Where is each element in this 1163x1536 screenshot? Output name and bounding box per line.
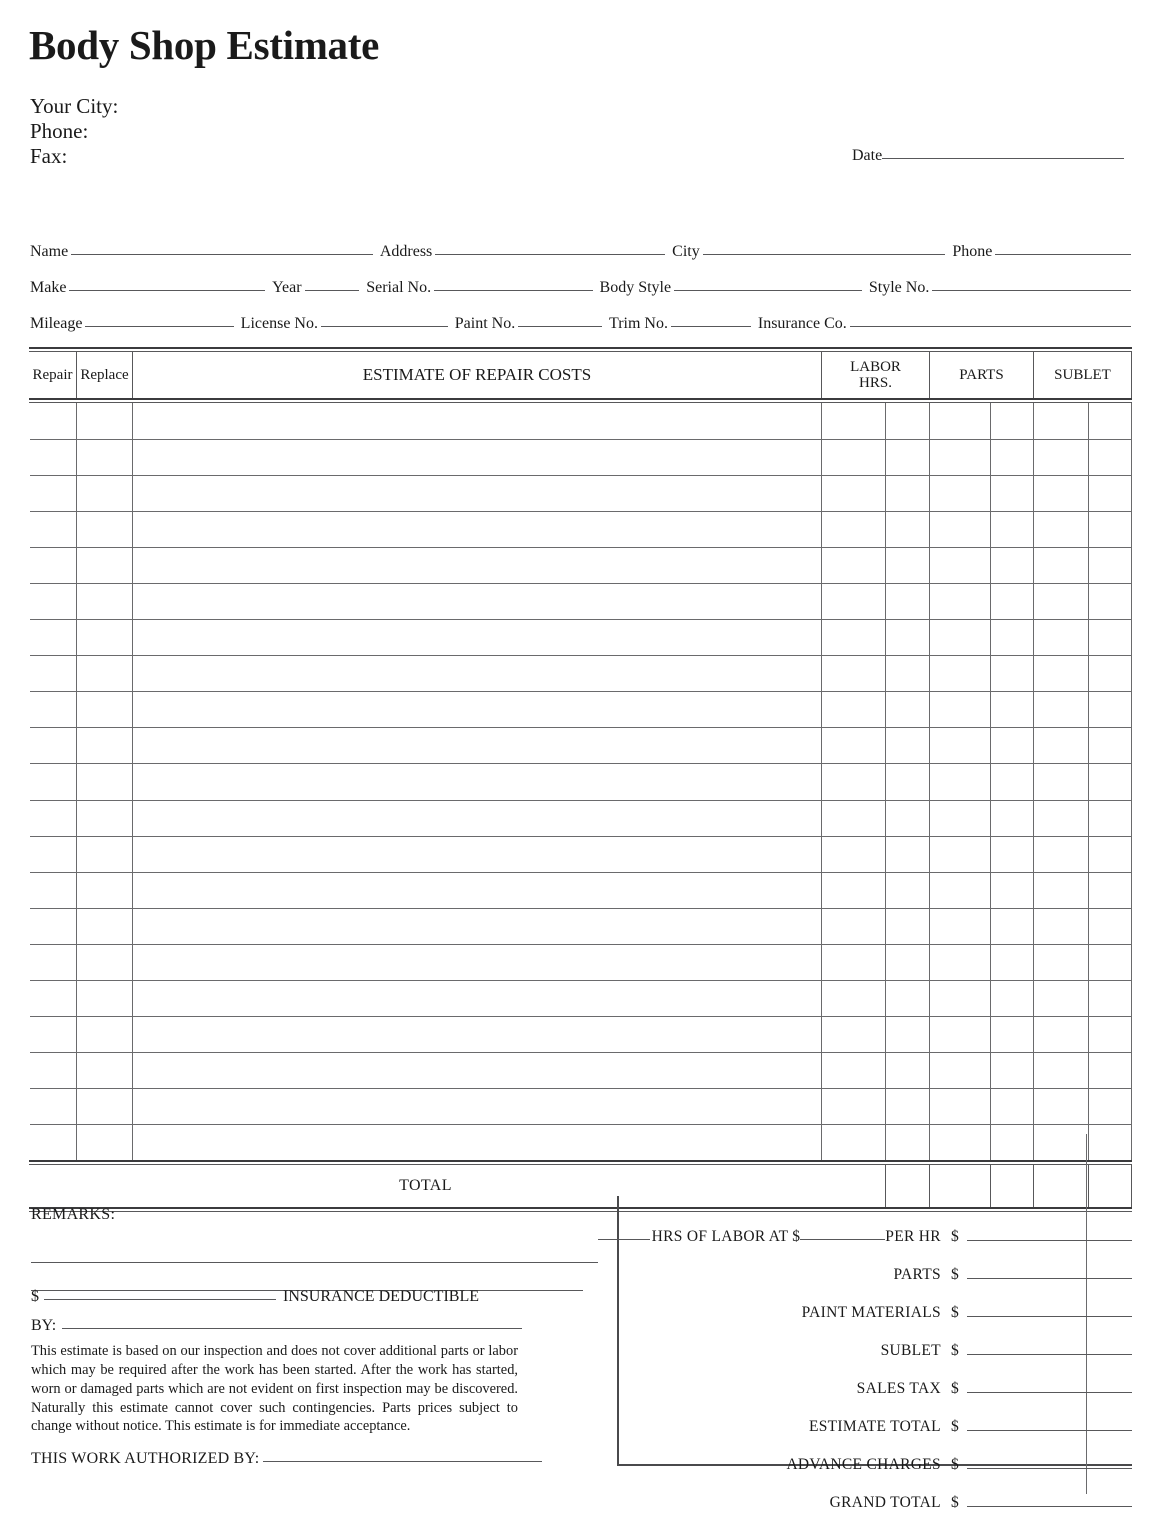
by-label: BY: — [31, 1317, 57, 1334]
paint-materials-amount-input-rule[interactable] — [967, 1316, 1132, 1317]
col-header-repair: Repair — [32, 366, 73, 383]
totals-panel — [617, 1196, 1132, 1511]
vehicle-row-2 — [30, 315, 1131, 333]
sublet-total-line[interactable] — [881, 1342, 1132, 1360]
city-input-rule[interactable] — [703, 254, 946, 255]
table-row-divider — [30, 1016, 1132, 1017]
grid-vline-labor-cents — [885, 403, 886, 1160]
advance-charges-label: ADVANCE CHARGES — [786, 1456, 941, 1473]
table-row-divider — [30, 836, 1132, 837]
name-input-rule[interactable] — [71, 254, 373, 255]
license-no-label: License No. — [240, 315, 318, 332]
city-label: City — [672, 243, 700, 260]
grid-vline-repair — [76, 403, 77, 1160]
sales-tax-amount-input-rule[interactable] — [967, 1392, 1132, 1393]
labor-per-hr-label: PER HR — [885, 1228, 941, 1245]
table-row-divider — [30, 691, 1132, 692]
grid-vline-sublet-cents — [1088, 403, 1089, 1160]
sublet-amount-input-rule[interactable] — [967, 1354, 1132, 1355]
paint-materials-dollar-sign: $ — [950, 1304, 959, 1321]
paint-no-input-rule[interactable] — [518, 326, 602, 327]
mileage-label: Mileage — [30, 315, 83, 332]
estimate-table — [29, 347, 1132, 1212]
table-row-divider — [30, 944, 1132, 945]
table-row-divider — [30, 980, 1132, 981]
grid-vline-parts-cents — [990, 403, 991, 1160]
table-row-divider — [30, 439, 1132, 440]
labor-hours-prefix-label: HRS OF LABOR AT $ — [651, 1228, 801, 1245]
trim-no-label: Trim No. — [609, 315, 668, 332]
insurance-deductible-field[interactable] — [31, 1288, 479, 1306]
grid-vline-sublet — [1131, 403, 1132, 1160]
grid-vline-description — [821, 403, 822, 1160]
paint-no-label: Paint No. — [454, 315, 516, 332]
remarks-label: REMARKS: — [31, 1206, 116, 1223]
grid-vline-replace — [132, 403, 133, 1160]
deductible-input-rule[interactable] — [44, 1299, 276, 1300]
table-row-divider — [30, 800, 1132, 801]
sales-tax-line[interactable] — [857, 1380, 1132, 1398]
body-style-input-rule[interactable] — [674, 290, 862, 291]
sales-tax-label: SALES TAX — [856, 1380, 941, 1397]
shop-phone-label: Phone: — [30, 119, 89, 143]
insurance-deductible-label: INSURANCE DEDUCTIBLE — [283, 1288, 479, 1305]
paint-materials-label: PAINT MATERIALS — [801, 1304, 941, 1321]
labor-hours-input-rule[interactable] — [598, 1239, 650, 1240]
parts-dollar-sign: $ — [950, 1266, 959, 1283]
labor-amount-input-rule[interactable] — [967, 1240, 1132, 1241]
table-row-divider — [30, 655, 1132, 656]
table-row-divider — [30, 547, 1132, 548]
page-title: Body Shop Estimate — [29, 22, 380, 68]
shop-city-label: Your City: — [30, 94, 119, 118]
work-authorized-field[interactable] — [31, 1450, 542, 1468]
date-label: Date — [852, 147, 883, 164]
table-row-divider — [30, 1088, 1132, 1089]
table-row-divider — [30, 619, 1132, 620]
col-header-replace: Replace — [80, 366, 129, 383]
shop-fax-label: Fax: — [30, 144, 68, 168]
estimate-total-label: ESTIMATE TOTAL — [808, 1418, 941, 1435]
mileage-input-rule[interactable] — [85, 326, 233, 327]
table-row-divider — [30, 908, 1132, 909]
grand-total-label: GRAND TOTAL — [829, 1494, 941, 1511]
style-no-input-rule[interactable] — [932, 290, 1131, 291]
grand-total-dollar-sign: $ — [950, 1494, 959, 1511]
table-row-divider — [30, 1124, 1132, 1125]
insurance-co-label: Insurance Co. — [757, 315, 847, 332]
style-no-label: Style No. — [868, 279, 930, 296]
total-label: TOTAL — [399, 1177, 452, 1194]
insurance-co-input-rule[interactable] — [850, 326, 1131, 327]
col-header-sublet: SUBLET — [1054, 366, 1111, 383]
col-header-labor-line2: HRS. — [859, 375, 892, 391]
col-header-labor-line1: LABOR — [850, 358, 901, 375]
make-label: Make — [30, 279, 67, 296]
col-header-estimate-of-repair-costs: ESTIMATE OF REPAIR COSTS — [362, 364, 592, 384]
table-row-divider — [30, 511, 1132, 512]
labor-dollar-sign: $ — [950, 1228, 959, 1245]
remarks-line-1[interactable] — [31, 1262, 598, 1263]
grid-vline-parts — [1033, 403, 1034, 1160]
parts-total-line[interactable] — [894, 1266, 1132, 1284]
grid-vline-labor — [929, 403, 930, 1160]
trim-no-input-rule[interactable] — [671, 326, 751, 327]
disclaimer-text: This estimate is based on our inspection and does not cover additional parts or labor which may be required after the work has been started. After the work has started, worn or damaged parts which are not evident on first inspection may be discovered. Naturally this estimate cannot cover such contingencies. Parts prices subject to change without notice. This estimate is for immediate acceptance. — [31, 1343, 518, 1435]
deductible-dollar-sign: $ — [31, 1288, 39, 1305]
license-no-input-rule[interactable] — [321, 326, 448, 327]
estimate-total-line[interactable] — [809, 1418, 1132, 1436]
table-row-divider — [30, 1052, 1132, 1053]
sublet-total-label: SUBLET — [880, 1342, 941, 1359]
labor-rate-input-rule[interactable] — [800, 1239, 885, 1240]
date-field[interactable] — [852, 147, 1124, 165]
address-input-rule[interactable] — [435, 254, 665, 255]
table-header-row — [29, 352, 1132, 398]
by-input-rule[interactable] — [62, 1328, 522, 1329]
phone-label: Phone — [952, 243, 993, 260]
col-header-parts: PARTS — [959, 366, 1004, 383]
labor-hours-line[interactable] — [598, 1228, 1132, 1246]
date-input-rule[interactable] — [882, 158, 1124, 159]
work-authorized-label: THIS WORK AUTHORIZED BY: — [31, 1450, 260, 1467]
parts-total-label: PARTS — [893, 1266, 941, 1283]
vehicle-row-1 — [30, 279, 1131, 297]
advance-charges-line[interactable] — [786, 1456, 1132, 1474]
serial-no-input-rule[interactable] — [434, 290, 593, 291]
serial-no-label: Serial No. — [366, 279, 432, 296]
table-row-divider — [30, 872, 1132, 873]
col-header-labor-hrs — [822, 352, 929, 398]
grand-total-amount-input-rule[interactable] — [967, 1506, 1132, 1507]
table-row-divider — [30, 727, 1132, 728]
table-body — [29, 403, 1132, 1160]
work-authorized-input-rule[interactable] — [263, 1461, 542, 1462]
table-row-divider — [30, 583, 1132, 584]
customer-row-1 — [30, 243, 1131, 261]
address-label: Address — [379, 243, 433, 260]
year-label: Year — [272, 279, 302, 296]
make-input-rule[interactable] — [69, 290, 265, 291]
grand-total-line[interactable] — [830, 1494, 1132, 1512]
table-row-divider — [30, 475, 1132, 476]
sales-tax-dollar-sign: $ — [950, 1380, 959, 1397]
year-input-rule[interactable] — [305, 290, 360, 291]
paint-materials-line[interactable] — [802, 1304, 1132, 1322]
advance-charges-amount-input-rule[interactable] — [967, 1468, 1132, 1469]
sublet-dollar-sign: $ — [950, 1342, 959, 1359]
advance-charges-dollar-sign: $ — [950, 1456, 959, 1473]
table-row-divider — [30, 763, 1132, 764]
name-label: Name — [30, 243, 69, 260]
body-style-label: Body Style — [599, 279, 672, 296]
estimate-total-amount-input-rule[interactable] — [967, 1430, 1132, 1431]
phone-input-rule[interactable] — [995, 254, 1131, 255]
estimate-total-dollar-sign: $ — [950, 1418, 959, 1435]
parts-amount-input-rule[interactable] — [967, 1278, 1132, 1279]
by-field[interactable] — [31, 1317, 522, 1335]
lower-section — [29, 1200, 1132, 1536]
